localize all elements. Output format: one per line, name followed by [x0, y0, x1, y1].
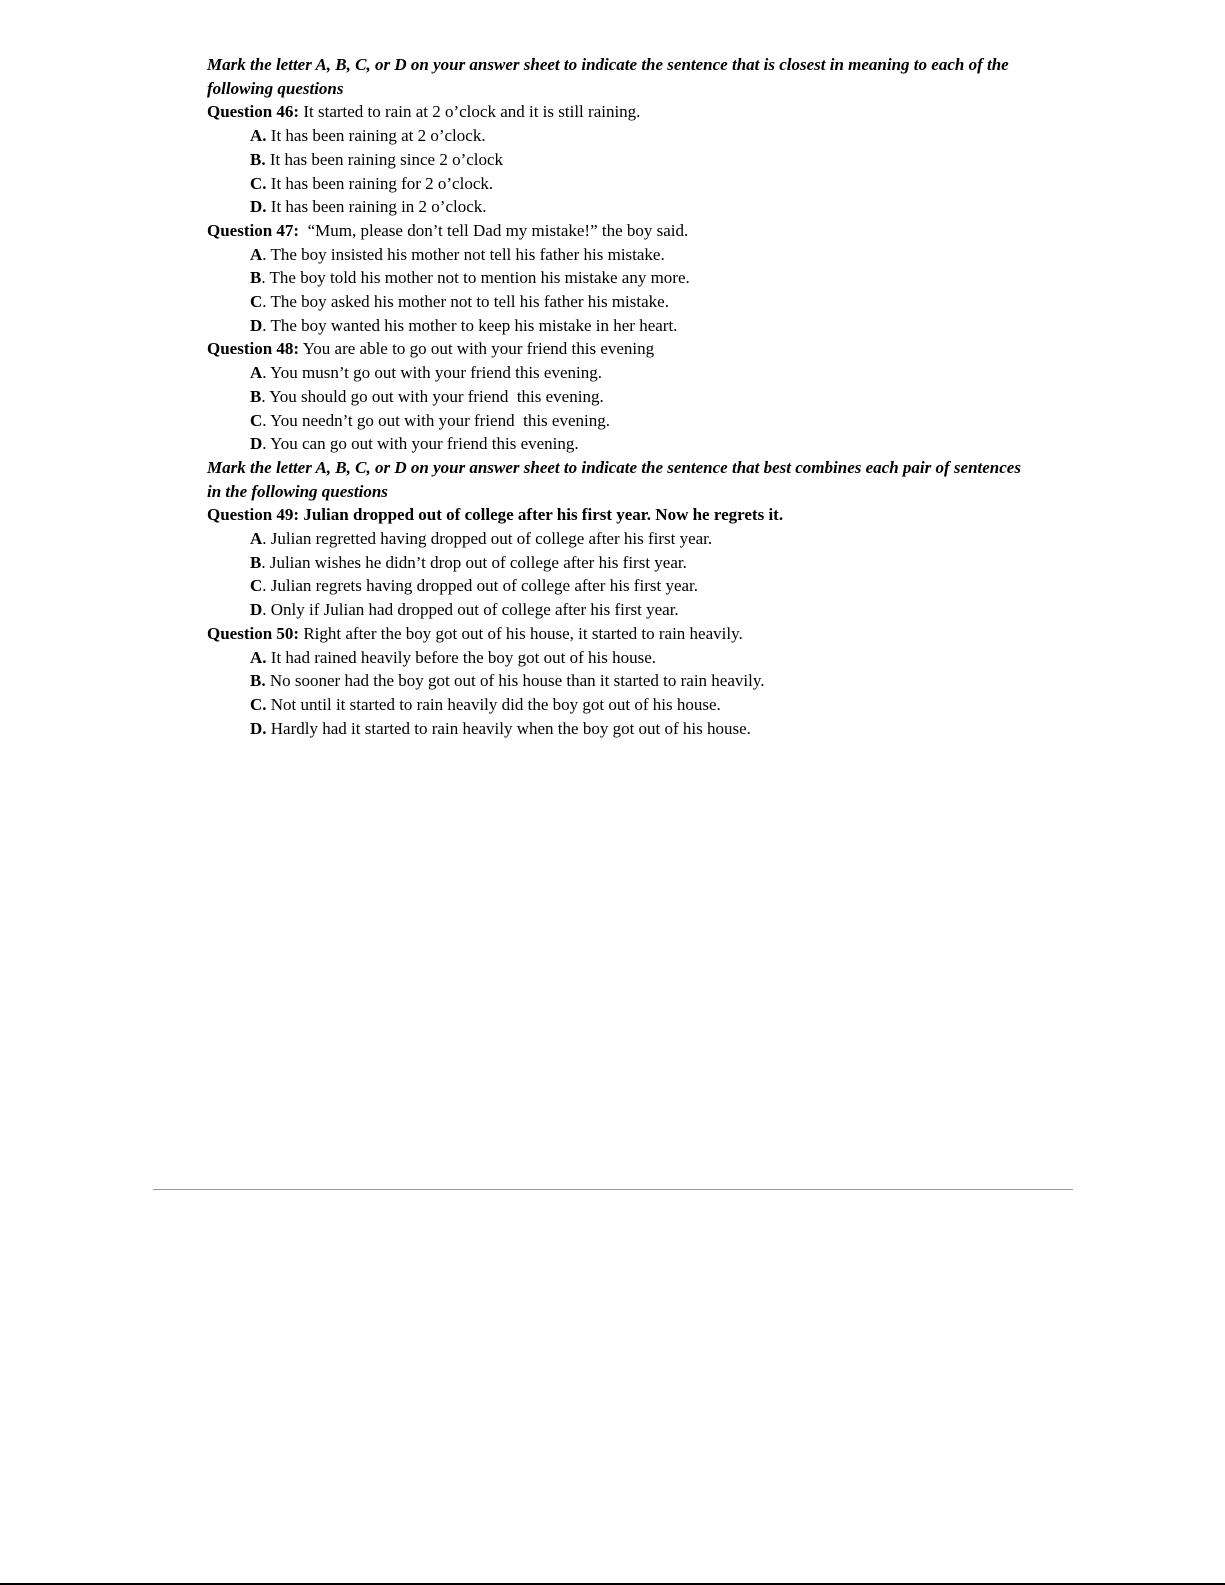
page-content — [207, 53, 1027, 740]
question-49-text: Julian dropped out of college after his first year. Now he regrets it. — [299, 505, 784, 525]
question-48-option-d — [207, 432, 1027, 456]
option-letter: C — [250, 292, 263, 312]
question-49-option-a — [207, 527, 1027, 551]
option-letter: B — [250, 386, 262, 406]
option-letter: A — [250, 363, 263, 383]
option-letter: C — [250, 576, 263, 596]
option-text: It has been raining in 2 o’clock. — [266, 197, 487, 217]
option-letter: D. — [250, 718, 267, 738]
question-50-option-c — [207, 693, 1027, 717]
section-instruction-closest-meaning: Mark the letter A, B, C, or D on your answer sheet to indicate the sentence that is closest in meaning to each of the following questions — [207, 55, 1009, 98]
question-49-option-c — [207, 574, 1027, 598]
question-49-option-d — [207, 598, 1027, 622]
question-50 — [207, 622, 1027, 646]
question-46-option-d — [207, 195, 1027, 219]
option-letter: B — [250, 552, 262, 572]
question-46-label: Question 46: — [207, 102, 300, 122]
question-47-option-c — [207, 290, 1027, 314]
question-49-label: Question 49: — [207, 505, 300, 525]
question-47-text: “Mum, please don’t tell Dad my mistake!” the boy said. — [299, 220, 689, 240]
question-46 — [207, 100, 1027, 124]
option-letter: B — [250, 268, 262, 288]
section-instruction-combine-sentences: Mark the letter A, B, C, or D on your answer sheet to indicate the sentence that best combines each pair of sentences in the following questions — [207, 457, 1021, 501]
option-text: . The boy told his mother not to mention his mistake any more. — [261, 268, 690, 288]
option-letter: C. — [250, 173, 267, 193]
question-48-text: You are able to go out with your friend this evening — [299, 339, 655, 359]
option-text: It has been raining for 2 o’clock. — [266, 173, 494, 193]
question-47-label: Question 47: — [207, 220, 300, 240]
option-letter: A. — [250, 126, 267, 146]
option-text: . The boy wanted his mother to keep his mistake in her heart. — [262, 315, 678, 335]
option-text: Hardly had it started to rain heavily when the boy got out of his house. — [266, 718, 751, 738]
option-text: . Only if Julian had dropped out of college after his first year. — [262, 600, 679, 620]
question-48 — [207, 337, 1027, 361]
option-text: . The boy asked his mother not to tell his father his mistake. — [262, 292, 669, 312]
question-47-option-b — [207, 266, 1027, 290]
option-text: . Julian wishes he didn’t drop out of college after his first year. — [261, 552, 687, 572]
option-text: . Julian regretted having dropped out of college after his first year. — [262, 529, 713, 549]
question-49 — [207, 503, 1027, 527]
option-letter: B. — [250, 671, 266, 691]
question-48-option-a — [207, 361, 1027, 385]
option-letter: A — [250, 529, 263, 549]
option-text: . You can go out with your friend this evening. — [262, 434, 579, 454]
question-50-option-a — [207, 646, 1027, 670]
question-49-option-b — [207, 551, 1027, 575]
option-letter: C. — [250, 694, 267, 714]
question-50-text: Right after the boy got out of his house, it started to rain heavily. — [299, 623, 743, 643]
question-50-label: Question 50: — [207, 623, 300, 643]
option-text: . The boy insisted his mother not tell his father his mistake. — [262, 244, 665, 264]
question-47-option-a — [207, 243, 1027, 267]
question-48-option-c — [207, 409, 1027, 433]
question-46-text: It started to rain at 2 o’clock and it is still raining. — [299, 102, 641, 122]
option-letter: D. — [250, 197, 267, 217]
option-letter: D — [250, 315, 263, 335]
option-text: . You needn’t go out with your friend this evening. — [262, 410, 610, 430]
option-text: It had rained heavily before the boy got out of his house. — [266, 647, 657, 667]
option-letter: C — [250, 410, 263, 430]
option-letter: D — [250, 600, 263, 620]
option-text: It has been raining at 2 o’clock. — [266, 126, 486, 146]
option-text: It has been raining since 2 o’clock — [265, 149, 504, 169]
option-letter: A. — [250, 647, 267, 667]
option-letter: D — [250, 434, 263, 454]
option-text: . You should go out with your friend this evening. — [261, 386, 604, 406]
option-letter: A — [250, 244, 263, 264]
option-letter: B. — [250, 149, 266, 169]
option-text: No sooner had the boy got out of his house than it started to rain heavily. — [265, 671, 765, 691]
question-48-option-b — [207, 385, 1027, 409]
question-48-label: Question 48: — [207, 339, 300, 359]
option-text: . Julian regrets having dropped out of college after his first year. — [262, 576, 699, 596]
question-47-option-d — [207, 314, 1027, 338]
question-46-option-a — [207, 124, 1027, 148]
question-46-option-b — [207, 148, 1027, 172]
question-47 — [207, 219, 1027, 243]
page-footer-divider — [153, 1189, 1073, 1190]
question-50-option-d — [207, 717, 1027, 741]
option-text: Not until it started to rain heavily did the boy got out of his house. — [266, 694, 721, 714]
question-46-option-c — [207, 172, 1027, 196]
option-text: . You musn’t go out with your friend this evening. — [262, 363, 602, 383]
question-50-option-b — [207, 669, 1027, 693]
